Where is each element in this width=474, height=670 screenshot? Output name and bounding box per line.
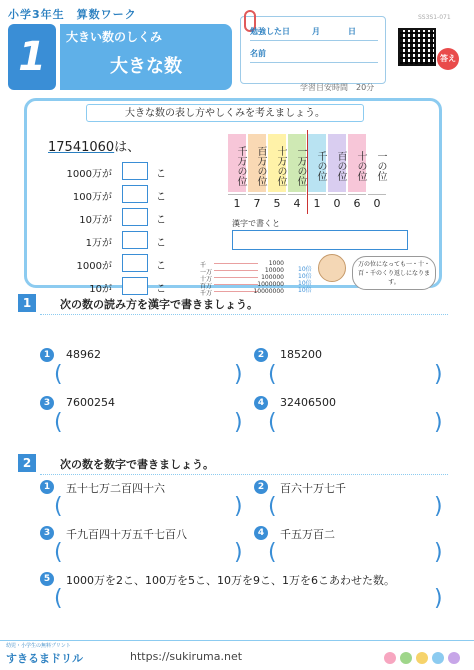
face-icon (432, 652, 444, 664)
question-number: 4 (254, 396, 268, 410)
name-line (250, 62, 378, 63)
place-header: 千の位 (308, 134, 326, 192)
answer-paren-close: ) (434, 494, 443, 519)
answer-field[interactable] (66, 502, 230, 522)
count-row-unit: こ (156, 215, 166, 226)
question-text: 185200 (280, 348, 322, 361)
answer-paren-close: ) (234, 540, 243, 565)
month-label: 月 (312, 27, 320, 36)
count-row-label: 100万が (72, 192, 112, 203)
count-row-label: 10が (89, 284, 112, 295)
face-icon (416, 652, 428, 664)
place-digit: 0 (328, 194, 346, 212)
place-digit: 4 (288, 194, 306, 212)
answer-badge[interactable]: 答え (437, 48, 459, 70)
question-number: 1 (40, 348, 54, 362)
section2-number: 2 (18, 454, 36, 472)
answer-paren-open: ( (54, 494, 63, 519)
count-row-label: 1000万が (66, 169, 112, 180)
big-number-suffix: は、 (114, 140, 141, 155)
answer-paren-close: ) (434, 362, 443, 387)
answer-field[interactable] (66, 548, 230, 568)
answer-field[interactable] (66, 594, 430, 614)
unit-number: 1 (8, 24, 56, 90)
face-icon (384, 652, 396, 664)
footer-rule (0, 640, 474, 641)
intro-heading: 大きな数の表し方やしくみを考えましょう。 (86, 104, 364, 122)
count-row-label: 1000が (76, 261, 112, 272)
answer-paren-open: ( (268, 540, 277, 565)
qr-code-icon[interactable] (398, 28, 436, 66)
ladder-value: 1000 (268, 260, 284, 267)
answer-field[interactable] (280, 418, 430, 438)
answer-paren-open: ( (54, 540, 63, 565)
man-separator (307, 130, 308, 214)
name-label: 名前 (250, 49, 266, 58)
ladder-value: 10000 (264, 267, 284, 274)
count-row-unit: こ (156, 284, 166, 295)
answer-paren-open: ( (54, 586, 63, 611)
kanji-answer-box[interactable] (232, 230, 408, 250)
ladder-value: 10000000 (253, 288, 284, 295)
count-answer-box[interactable] (122, 277, 148, 295)
answer-paren-open: ( (268, 410, 277, 435)
question-text: 五十七万二百四十六 (66, 482, 165, 495)
answer-paren-close: ) (434, 540, 443, 565)
big-number-value: 17541060 (48, 140, 115, 155)
count-row-label: 1万が (85, 238, 112, 249)
count-answer-box[interactable] (122, 208, 148, 226)
count-answer-box[interactable] (122, 162, 148, 180)
ladder-name: 千 (200, 262, 207, 269)
answer-paren-open: ( (268, 362, 277, 387)
question-number: 3 (40, 396, 54, 410)
place-header: 千万の位 (228, 134, 246, 192)
ladder-times-ten: 10倍 (298, 280, 312, 287)
section1-instruction: 次の数の読み方を漢字で書きましょう。 (60, 298, 258, 311)
question-number: 2 (254, 480, 268, 494)
place-digit: 1 (308, 194, 326, 212)
question-text: 48962 (66, 348, 101, 361)
kanji-label: 漢字で書くと (232, 219, 280, 228)
answer-paren-close: ) (234, 494, 243, 519)
count-answer-box[interactable] (122, 231, 148, 249)
section2-rule (40, 474, 448, 475)
place-digit: 0 (368, 194, 386, 212)
answer-paren-open: ( (54, 410, 63, 435)
answer-field[interactable] (66, 370, 230, 390)
face-icon (448, 652, 460, 664)
answer-field[interactable] (280, 548, 430, 568)
count-row-unit: こ (156, 261, 166, 272)
ladder-value: 1000000 (257, 281, 284, 288)
answer-paren-open: ( (54, 362, 63, 387)
question-number: 5 (40, 572, 54, 586)
question-text: 百六十万七千 (280, 482, 346, 495)
answer-paren-open: ( (268, 494, 277, 519)
child-illustration-icon (318, 254, 346, 282)
count-row-unit: こ (156, 169, 166, 180)
ladder-times-ten: 10倍 (298, 287, 312, 294)
big-number (48, 136, 140, 155)
ladder-name: 千万 (200, 290, 213, 297)
footer-url[interactable]: https://sukiruma.net (130, 650, 243, 663)
ladder-name: 一万 (200, 269, 213, 276)
question-number: 1 (40, 480, 54, 494)
question-text: 32406500 (280, 396, 336, 409)
answer-paren-close: ) (234, 410, 243, 435)
worksheet-code: SS3S1-071 (418, 14, 451, 21)
answer-field[interactable] (280, 502, 430, 522)
answer-paren-close: ) (234, 362, 243, 387)
count-answer-box[interactable] (122, 185, 148, 203)
section1-number: 1 (18, 294, 36, 312)
question-text: 千九百四十万五千七百八 (66, 528, 187, 541)
place-digit: 5 (268, 194, 286, 212)
date-line (250, 40, 378, 41)
grade-label: 小学3年生 算数ワーク (8, 8, 137, 21)
day-label: 日 (348, 27, 356, 36)
face-icon (400, 652, 412, 664)
date-label: 勉強した日 (250, 27, 290, 36)
answer-field[interactable] (280, 370, 430, 390)
count-row-unit: こ (156, 192, 166, 203)
place-header: 一の位 (368, 134, 386, 192)
answer-paren-close: ) (434, 586, 443, 611)
place-header: 百の位 (328, 134, 346, 192)
place-header: 十万の位 (268, 134, 286, 192)
unit-subtitle: 大きい数のしくみ (66, 30, 163, 44)
ladder-times-ten: 10倍 (298, 273, 312, 280)
count-row-unit: こ (156, 238, 166, 249)
unit-title: 大きな数 (110, 56, 182, 77)
section1-rule (40, 314, 448, 315)
footer-brand: すきるまドリル (6, 652, 83, 665)
study-time: 学習目安時間 20分 (300, 83, 375, 92)
answer-paren-close: ) (434, 410, 443, 435)
footer-tagline: 幼児・小学生の無料プリント (6, 643, 71, 649)
question-text: 千五万百二 (280, 528, 335, 541)
count-row-label: 10万が (79, 215, 112, 226)
speech-bubble: 万の位になっても一・十・百・千のくり返しになります。 (352, 256, 436, 290)
count-answer-box[interactable] (122, 254, 148, 272)
place-header: 一万の位 (288, 134, 306, 192)
ladder-name: 十万 (200, 276, 213, 283)
ladder-name: 百万 (200, 283, 213, 290)
answer-field[interactable] (66, 418, 230, 438)
place-header: 百万の位 (248, 134, 266, 192)
question-number: 4 (254, 526, 268, 540)
place-digit: 6 (348, 194, 366, 212)
section2-instruction: 次の数を数字で書きましょう。 (60, 458, 214, 471)
question-text: 7600254 (66, 396, 115, 409)
ladder-times-ten: 10倍 (298, 266, 312, 273)
question-number: 2 (254, 348, 268, 362)
question-number: 3 (40, 526, 54, 540)
question-text: 1000万を2こ、100万を5こ、10万を9こ、1万を6こあわせた数。 (66, 574, 395, 587)
place-header: 十の位 (348, 134, 366, 192)
place-digit: 7 (248, 194, 266, 212)
ladder-value: 100000 (261, 274, 284, 281)
place-digit: 1 (228, 194, 246, 212)
